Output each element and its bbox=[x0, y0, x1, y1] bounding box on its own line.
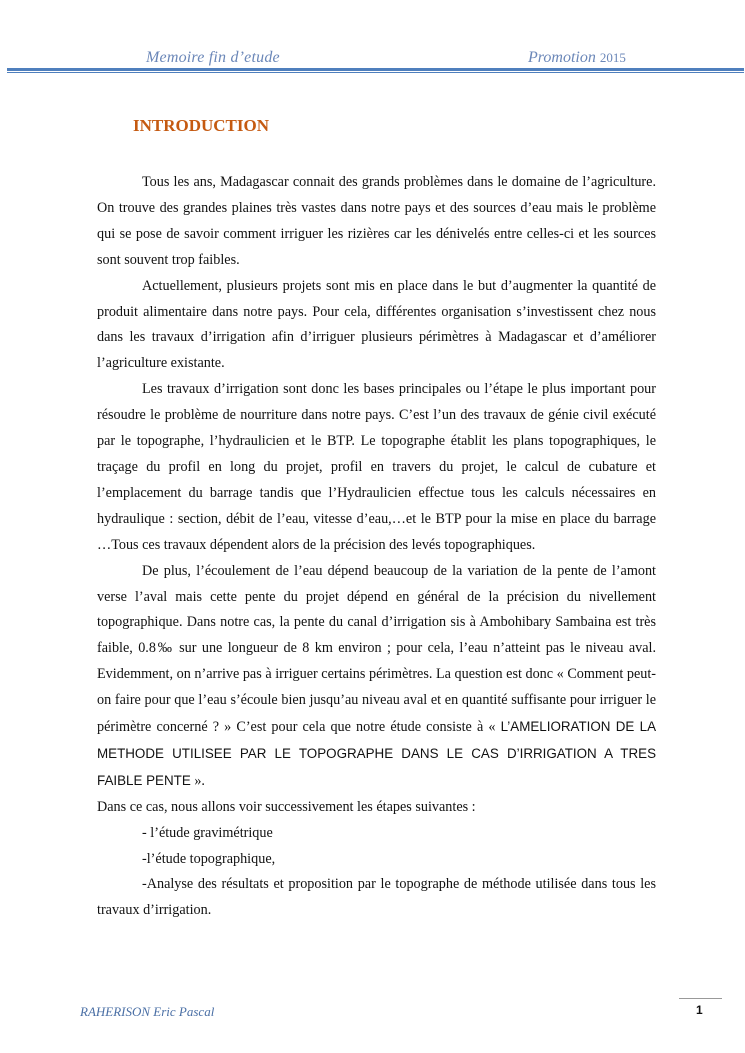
paragraph-4-study-title: L’AMELIORATION DE LA METHODE UTILISEE PAR LE TOPOGRAPHE DANS LE CAS D’IRRIGATION A TRES FAIBLE PENTE bbox=[97, 719, 656, 788]
header-promotion-year: 2015 bbox=[599, 50, 626, 65]
paragraph-5: Dans ce cas, nous allons voir successivement les étapes suivantes : bbox=[97, 798, 476, 815]
paragraph-4 bbox=[97, 559, 656, 795]
footer-rule bbox=[679, 998, 722, 999]
footer-author: RAHERISON Eric Pascal bbox=[80, 1004, 215, 1019]
paragraph-1: Tous les ans, Madagascar connait des grands problèmes dans le domaine de l’agriculture. On trouve des grandes plaines très vastes dans notre pays et des sources d’eau mais le problème qui se pose de savoir comment irriguer les rizières car les dénivelés entre celles-ci et les sources sont souvent trop faibles. bbox=[97, 174, 656, 268]
header-promotion-label: Promotion bbox=[528, 49, 596, 66]
page-number: 1 bbox=[696, 1003, 703, 1017]
document-body bbox=[97, 170, 656, 924]
paragraph-4-end: ». bbox=[190, 772, 205, 789]
list-item-analysis: -Analyse des résultats et proposition par le topographe de méthode utilisée dans tous les travaux d’irrigation. bbox=[97, 876, 656, 919]
header-rule-thick bbox=[7, 68, 744, 71]
section-title: INTRODUCTION bbox=[133, 116, 270, 135]
paragraph-2: Actuellement, plusieurs projets sont mis en place dans le but d’augmenter la quantité de produit alimentaire dans notre pays. Pour cela, différentes organisation s’investissent chez nous dans les travaux d’irrigation afin d’irriguer plusieurs périmètres à Madagascar et d’améliorer l’agriculture existante. bbox=[97, 277, 656, 372]
header-promotion bbox=[528, 49, 626, 67]
paragraph-3: Les travaux d’irrigation sont donc les bases principales ou l’étape le plus important pour résoudre le problème de nourriture dans notre pays. C’est l’un des travaux de génie civil exécuté par le topographe, l’hydraulicien et le BTP. Le topographe établit les plans topographiques, le traçage du profil en long du projet, profil en travers du projet, le calcul de cubature et l’emplacement du barrage tandis que l’Hydraulicien effectue tous les calculs nécessaires en hydraulique : section, débit de l’eau, vitesse d’eau,…et le BTP pour la mise en place du barrage …Tous ces travaux dépendent alors de la précision des levés topographiques. bbox=[97, 381, 656, 553]
header-rule-thin bbox=[7, 72, 744, 73]
paragraph-4-text: De plus, l’écoulement de l’eau dépend beaucoup de la variation de la pente de l’amont verse l’aval mais cette pente du projet dépend en général de la précision du nivellement topographique. Dans notre cas, la pente du canal d’irrigation sis à Ambohibary Sambaina est très faible, 0.8‰ sur une longueur de 8 km environ ; pour cela, l’eau n’atteint pas le niveau aval. Evidemment, on n’arrive pas à irriguer certains périmètres. La question est donc « Comment peut-on faire pour que l’eau s’écoule bien jusqu’au niveau aval et en quantité suffisante pour irriguer le périmètre concerné ? » C’est pour cela que notre étude consiste à « bbox=[97, 562, 656, 736]
list-item-topographic: -l’étude topographique, bbox=[142, 850, 276, 867]
list-item-gravimetric: - l’étude gravimétrique bbox=[142, 824, 273, 841]
header-document-type: Memoire fin d’etude bbox=[146, 49, 280, 66]
